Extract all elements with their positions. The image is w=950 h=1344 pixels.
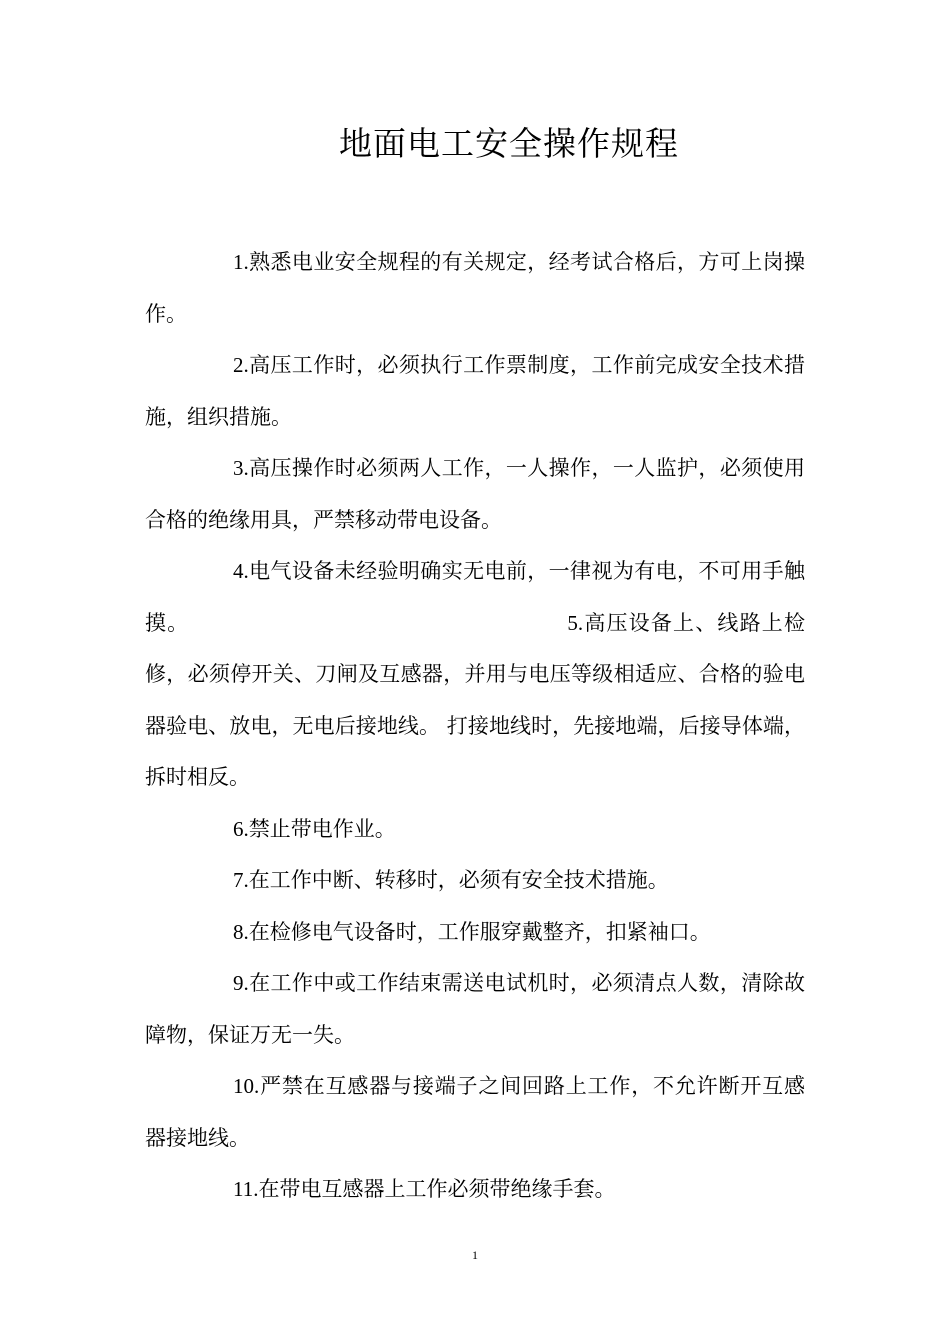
item-text: 在工作中或工作结束需送电试机时，必须清点人数，清除故障物，保证万无一失。 [145,971,805,1047]
list-item-11 [145,1164,805,1216]
item-number: 6. [233,816,249,841]
item-number: 2. [233,353,249,377]
item-text: 在工作中断、转移时，必须有安全技术措施。 [248,868,669,892]
document-body [145,237,805,1216]
item-number: 7. [233,868,249,892]
item-number: 1. [233,250,249,274]
item-number: 5. [567,610,584,635]
item-number: 10. [233,1074,260,1098]
item-number: 4. [233,559,249,583]
item-text: 电气设备未经验明确实无电前，一律视为有电，不可用手触摸。 [145,559,805,635]
list-item-1 [145,237,805,340]
item-text: 严禁在互感器与接端子之间回路上工作，不允许断开互感器接地线。 [145,1074,805,1150]
list-item-8 [145,907,805,959]
item-text: 高压设备上、线路上检修，必须停开关、刀闸及互感器，并用与电压等级相适应、合格的验电器验电、放电，无电后接地线。 打接地线时，先接地端，后接导体端，拆时相反。 [145,610,805,789]
list-item-2 [145,340,805,443]
item-text: 在检修电气设备时，工作服穿戴整齐，扣紧袖口。 [248,919,711,944]
item-number: 8. [233,919,249,944]
item-text: 禁止带电作业。 [248,816,396,841]
list-item-10 [145,1061,805,1164]
item-number: 3. [233,456,249,480]
item-text: 熟悉电业安全规程的有关规定，经考试合格后，方可上岗操作。 [145,250,805,326]
item-number: 9. [233,971,249,995]
page-number: 1 [472,1248,478,1262]
list-item-4-and-5 [145,546,805,804]
list-item-9 [145,958,805,1061]
item-text: 高压操作时必须两人工作，一人操作，一人监护，必须使用合格的绝缘用具，严禁移动带电设备。 [145,456,805,532]
list-item-7 [145,855,805,907]
item-text: 高压工作时，必须执行工作票制度，工作前完成安全技术措施，组织措施。 [145,353,805,429]
list-item-3 [145,443,805,546]
document-title: 地面电工安全操作规程 [339,124,679,163]
list-item-6 [145,804,805,856]
item-number: 11. [233,1177,259,1201]
item-text: 在带电互感器上工作必须带绝缘手套。 [258,1177,616,1201]
